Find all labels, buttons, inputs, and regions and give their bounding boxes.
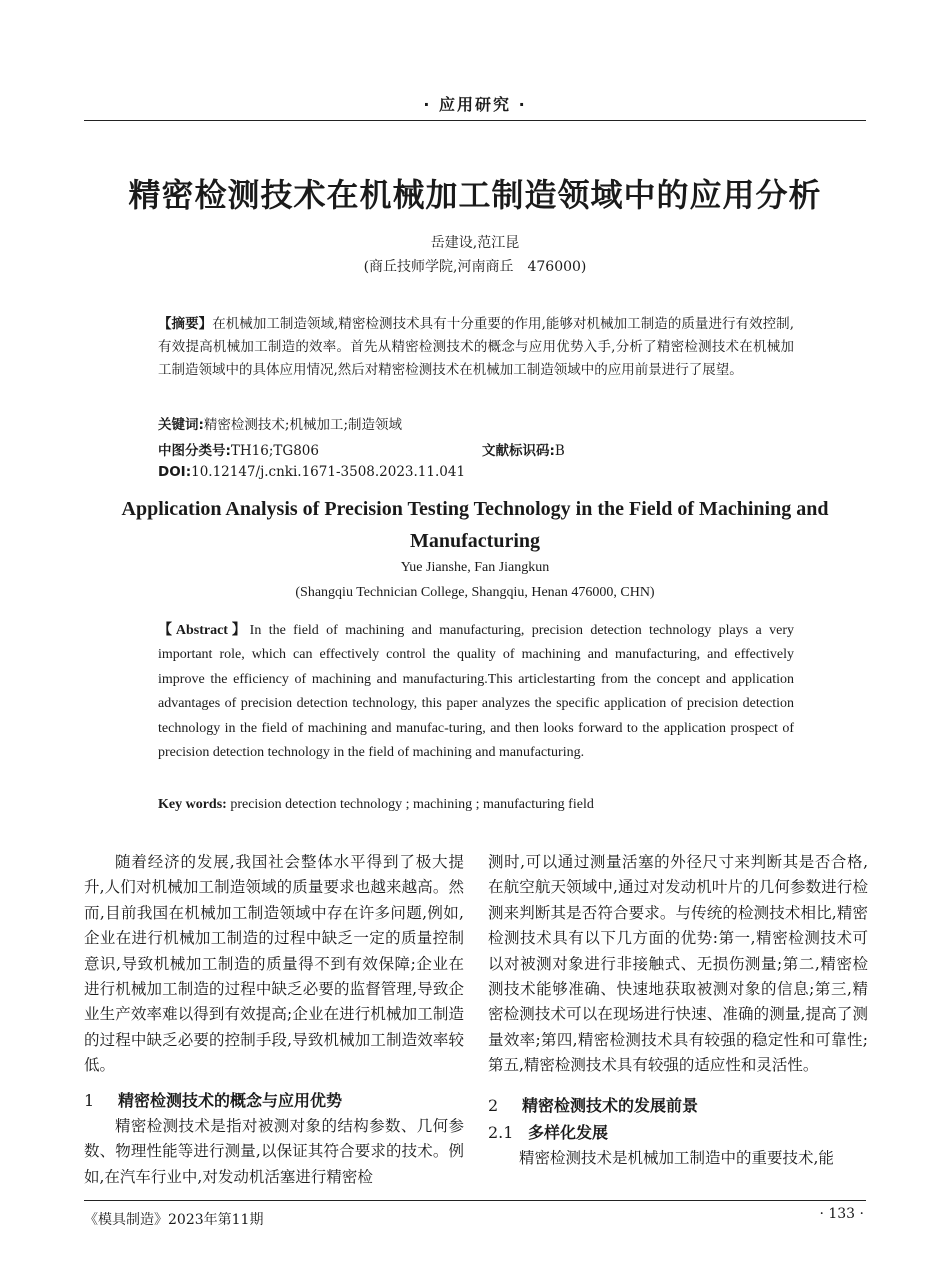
document-code-text: B xyxy=(554,443,565,459)
page-number: · 133 · xyxy=(819,1206,864,1222)
section-2-title: 精密检测技术的发展前景 xyxy=(522,1095,699,1115)
abstract-label: 【摘要】 xyxy=(158,316,213,332)
doi-text: 10.12147/j.cnki.1671-3508.2023.11.041 xyxy=(191,464,466,480)
english-authors: Yue Jianshe, Fan Jiangkun xyxy=(400,560,550,575)
section-1-paragraph: 精密检测技术是指对被测对象的结构参数、几何参数、物理性能等进行测量,以保证其符合要求的技术。例如,在汽车行业中,对发动机活塞进行精密检 xyxy=(84,1117,464,1186)
doi-label: DOI: xyxy=(158,464,192,480)
section-1-number: 1 xyxy=(84,1090,95,1110)
english-affiliation: (Shangqiu Technician College, Shangqiu, Henan 476000, CHN) xyxy=(295,585,655,600)
english-keywords-text: precision detection technology ; machining ; manufacturing field xyxy=(230,797,594,812)
paper-title: 精密检测技术在机械加工制造领域中的应用分析 xyxy=(128,176,822,214)
keywords xyxy=(158,413,402,433)
english-abstract-label: 【Abstract】 xyxy=(158,623,250,638)
english-abstract xyxy=(158,619,794,765)
chinese-abstract xyxy=(158,313,794,382)
intro-paragraph: 随着经济的发展,我国社会整体水平得到了极大提升,人们对机械加工制造领域的质量要求也越来越高。然而,目前我国在机械加工制造领域中存在许多问题,例如,企业在进行机械加工制造的过程中缺乏一定的质量控制意识,导致机械加工制造的质量得不到有效保障;企业在进行机械加工制造的过程中缺乏必要的监督管理,导致企业生产效率难以得到有效提高;企业在进行机械加工制造的过程中缺乏必要的控制手段,导致机械加工制造效率较低。 xyxy=(84,853,464,1075)
affiliation: (商丘技师学院,河南商丘 476000) xyxy=(363,259,587,275)
document-code xyxy=(482,439,565,459)
section-1-title: 精密检测技术的概念与应用优势 xyxy=(118,1090,343,1110)
section-2-number: 2 xyxy=(488,1095,499,1115)
column-header: · 应用研究 · xyxy=(423,95,527,114)
abstract-text: 在机械加工制造领域,精密检测技术具有十分重要的作用,能够对机械加工制造的质量进行有效控制,有效提高机械加工制造的效率。首先从精密检测技术的概念与应用优势入手,分析了精密检测技术在机械加工制造领域中的具体应用情况,然后对精密检测技术在机械加工制造领域中的应用前景进行了展望。 xyxy=(158,316,795,378)
section-2-heading xyxy=(488,1093,868,1118)
header-rule xyxy=(84,120,866,121)
english-title: Application Analysis of Precision Testing Technology in the Field of Machining and Manufacturing xyxy=(121,498,829,552)
left-column xyxy=(84,850,464,1190)
right-column xyxy=(488,850,868,1172)
classification xyxy=(158,439,319,459)
section-2-1-heading xyxy=(488,1120,868,1145)
footer-journal: 《模具制造》2023年第11期 xyxy=(84,1212,264,1228)
keywords-text: 精密检测技术;机械加工;制造领域 xyxy=(203,417,403,433)
section-2-1-paragraph: 精密检测技术是机械加工制造中的重要技术,能 xyxy=(519,1149,834,1168)
classification-text: TH16;TG806 xyxy=(230,443,319,459)
section-1-paragraph-continued: 测时,可以通过测量活塞的外径尺寸来判断其是否合格,在航空航天领域中,通过对发动机叶片的几何参数进行检测来判断其是否符合要求。与传统的检测技术相比,精密检测技术具有以下几方面的优势:第一,精密检测技术可以对被测对象进行非接触式、无损伤测量;第二,精密检测技术能够准确、快速地获取被测对象的信息;第三,精密检测技术可以在现场进行快速、准确的测量,提高了测量效率;第四,精密检测技术具有较强的稳定性和可靠性;第五,精密检测技术具有较强的适应性和灵活性。 xyxy=(488,853,868,1075)
section-2-1-number: 2.1 xyxy=(488,1123,514,1143)
doi xyxy=(158,464,465,480)
section-2-1-title: 多样化发展 xyxy=(528,1123,609,1143)
keywords-label: 关键词: xyxy=(158,417,204,433)
english-keywords xyxy=(158,797,794,813)
english-keywords-label: Key words: xyxy=(158,797,227,812)
footer-rule xyxy=(84,1200,866,1201)
document-code-label: 文献标识码: xyxy=(482,443,555,459)
authors: 岳建设,范江昆 xyxy=(430,235,520,251)
section-1-heading xyxy=(84,1088,464,1113)
classification-label: 中图分类号: xyxy=(158,443,231,459)
english-abstract-text: In the field of machining and manufacturing, precision detection technology plays a very important role, which can effectively control the quality of machining and manufacturing, and effectively improve the efficiency of machining and manufacturing.This articlestarting from the concept and application advantages of precision detection technology, this paper analyzes the specific application of precision detection technology in the field of machining and manufac-turing, and then looks forward to the application prospect of precision detection technology in the field of machining and manufacturing. xyxy=(158,623,794,761)
